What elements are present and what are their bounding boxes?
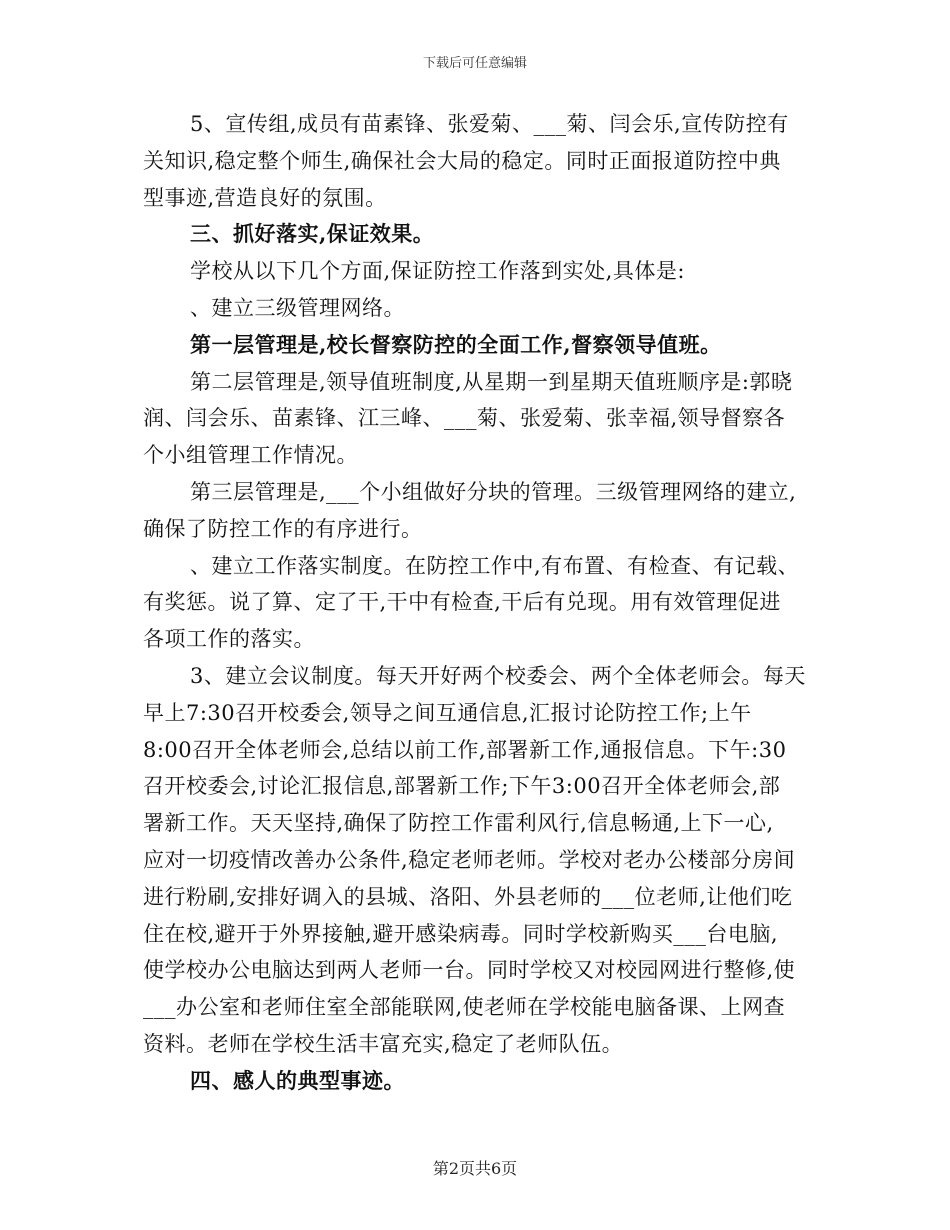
document-body: [143, 106, 811, 1100]
paragraph-line: 住在校,避开于外界接触,避开感染病毒。同时学校新购买___台电脑,: [143, 921, 779, 946]
paragraph: [143, 658, 811, 1063]
paragraph-line: 四、感人的典型事迹。: [190, 1067, 405, 1093]
paragraph: [143, 106, 811, 216]
paragraph: [143, 290, 811, 327]
paragraph-line: 、建立工作落实制度。在防控工作中,有布置、有检查、有记载、: [190, 553, 800, 578]
paragraph-line: 确保了防控工作的有序进行。: [143, 516, 423, 541]
paragraph-line: 资料。老师在学校生活丰富充实,稳定了老师队伍。: [143, 1031, 624, 1056]
paragraph-line: 早上7:30召开校委会,领导之间互通信息,汇报讨论防控工作;上午: [143, 700, 752, 725]
paragraph-line: 型事迹,营造良好的氛围。: [143, 185, 387, 210]
paragraph: [143, 327, 811, 364]
paragraph-line: 3、建立会议制度。每天开好两个校委会、两个全体老师会。每天: [190, 663, 806, 688]
paragraph: [143, 1063, 811, 1100]
paragraph-line: 第一层管理是,校长督察防控的全面工作,督察领导值班。: [190, 331, 722, 357]
paragraph-line: ___办公室和老师住室全部能联网,使老师在学校能电脑备课、上网查: [143, 995, 786, 1020]
paragraph-line: 召开校委会,讨论汇报信息,部署新工作;下午3:00召开全体老师会,部: [143, 774, 781, 799]
paragraph: [143, 474, 811, 548]
paragraph-line: 个小组管理工作情况。: [143, 443, 358, 468]
paragraph-line: 第三层管理是,___个小组做好分块的管理。三级管理网络的建立,: [190, 479, 797, 504]
paragraph-line: 润、闫会乐、苗素锋、江三峰、___菊、张爱菊、张幸福,领导督察各: [143, 406, 786, 431]
paragraph-line: 第二层管理是,领导值班制度,从星期一到星期天值班顺序是:郭晓: [190, 369, 793, 394]
paragraph-list: [143, 106, 811, 1100]
paragraph: [143, 216, 811, 253]
page-number: 第2页共6页: [432, 1159, 518, 1178]
page-header: 下载后可任意编辑: [422, 56, 527, 71]
paragraph: [143, 364, 811, 474]
paragraph-line: 、建立三级管理网络。: [190, 295, 405, 320]
paragraph: [143, 548, 811, 658]
paragraph-line: 关知识,稳定整个师生,确保社会大局的稳定。同时正面报道防控中典: [143, 148, 781, 173]
paragraph-line: 各项工作的落实。: [143, 627, 315, 652]
paragraph-line: 8:00召开全体老师会,总结以前工作,部署新工作,通报信息。下午:30: [143, 737, 787, 762]
paragraph-line: 学校从以下几个方面,保证防控工作落到实处,具体是:: [190, 259, 685, 284]
paragraph-line: 三、抓好落实,保证效果。: [190, 221, 435, 247]
paragraph: [143, 253, 811, 290]
paragraph-line: 署新工作。天天坚持,确保了防控工作雷利风行,信息畅通,上下一心,: [143, 811, 774, 836]
paragraph-line: 应对一切疫情改善办公条件,稳定老师老师。学校对老办公楼部分房间: [143, 847, 796, 872]
paragraph-line: 有奖惩。说了算、定了干,干中有检查,干后有兑现。用有效管理促进: [143, 590, 781, 615]
paragraph-line: 5、宣传组,成员有苗素锋、张爱菊、___菊、闫会乐,宣传防控有: [190, 112, 789, 136]
paragraph-line: 使学校办公电脑达到两人老师一台。同时学校又对校园网进行整修,使: [143, 958, 796, 983]
paragraph-line: 进行粉刷,安排好调入的县城、洛阳、外县老师的___位老师,让他们吃: [143, 884, 793, 909]
